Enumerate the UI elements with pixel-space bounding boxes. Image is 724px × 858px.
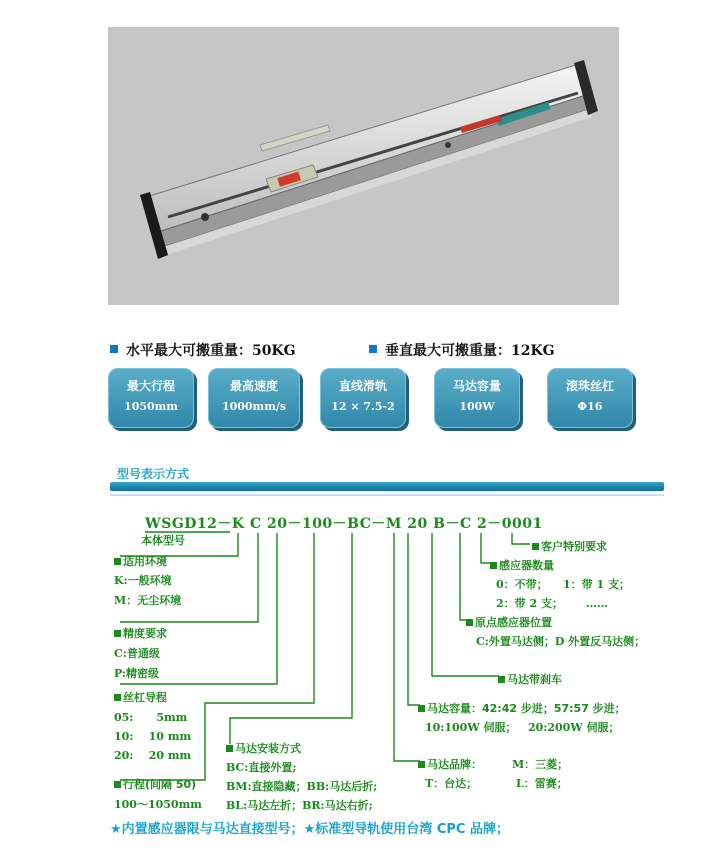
stroke-title [114, 776, 196, 792]
square-bullet-icon [114, 781, 121, 788]
lead-title [114, 689, 167, 705]
lead-option-1: 05: 5mm [114, 711, 188, 724]
mount-option-1: BC:直接外置; [226, 761, 297, 774]
env-option-1: K:一般环境 [114, 574, 172, 587]
model-code: WSGD12－K C 20－100－BC－M 20 B－C 2－0001 [145, 516, 543, 532]
square-bullet-icon [498, 676, 505, 683]
brand-option-3: L：雷赛； [516, 777, 568, 790]
sensor-title [490, 557, 554, 573]
spec-title: 直线滑轨 [338, 379, 387, 393]
sensor-option-1: 0：不带； 1：带 1 支； [496, 578, 630, 591]
spec-value: 12 × 7.5-2 [331, 400, 395, 413]
brake-title-text: 马达带刹车 [507, 673, 562, 686]
sensor-title-text: 感应器数量 [499, 559, 554, 572]
square-bullet-icon [532, 543, 539, 550]
footer-note: ★内置感应器限与马达直接型号；★标准型导轨使用台湾 CPC 品牌； [110, 822, 509, 837]
mount-title-text: 马达安装方式 [235, 742, 301, 755]
stroke-title-text: 行程(间隔 50) [123, 778, 197, 791]
capacity-title [418, 700, 626, 716]
square-bullet-icon [466, 619, 473, 626]
spec-value: 1000mm/s [221, 400, 287, 413]
brand-option-2: T：台达； [425, 777, 478, 790]
sensor-option-2: 2：带 2 支； …… [496, 597, 608, 610]
lead-title-text: 丝杠导程 [123, 691, 167, 704]
origin-option-1: C:外置马达侧；D 外置反马达侧； [476, 635, 646, 648]
horizontal-load-value: 50KG [252, 343, 296, 359]
mount-option-2: BM:直接隐藏；BB:马达后折; [226, 780, 378, 793]
spec-title: 最大行程 [126, 379, 175, 393]
mount-option-3: BL:马达左折；BR:马达右折; [226, 799, 373, 812]
square-bullet-icon [114, 558, 121, 565]
square-bullet-icon [226, 745, 233, 752]
capacity-title-text: 马达容量：42:42 步进；57:57 步进； [427, 702, 626, 715]
body-type-label: 本体型号 [141, 534, 185, 547]
square-bullet-icon [114, 694, 121, 701]
spec-title: 马达容量 [452, 379, 501, 393]
env-title-text: 适用环境 [123, 555, 167, 568]
custom-title-text: 客户特别要求 [541, 540, 607, 553]
lead-option-3: 20: 20 mm [114, 749, 192, 762]
custom-title [532, 538, 607, 554]
square-bullet-icon [418, 761, 425, 768]
precision-title [114, 625, 167, 641]
section-title: 型号表示方式 [117, 467, 190, 481]
lead-option-2: 10: 10 mm [114, 730, 192, 743]
capacity-option-2: 10:100W 伺服； 20:200W 伺服； [425, 721, 620, 734]
stroke-range: 100～1050mm [114, 798, 202, 811]
square-bullet-icon [490, 562, 497, 569]
horizontal-load-label: 水平最大可搬重量： [126, 343, 252, 359]
env-title [114, 553, 167, 569]
origin-title [466, 614, 552, 630]
vertical-load-value: 12KG [511, 343, 555, 359]
spec-title: 最高速度 [229, 379, 278, 393]
brake-title [498, 671, 562, 687]
precision-option-2: P:精密级 [114, 667, 159, 680]
mount-title [226, 740, 301, 756]
brand-title [418, 756, 482, 772]
spec-value: 1050mm [124, 400, 178, 413]
origin-title-text: 原点感应器位置 [475, 616, 552, 629]
square-bullet-icon [114, 630, 121, 637]
brand-option-1: M：三菱； [512, 758, 569, 771]
spec-value: 100W [459, 400, 495, 413]
env-option-2: M：无尘环境 [114, 594, 182, 607]
precision-title-text: 精度要求 [123, 627, 167, 640]
spec-value: Φ16 [577, 400, 603, 413]
precision-option-1: C:普通级 [114, 647, 160, 660]
vertical-load-label: 垂直最大可搬重量： [385, 343, 511, 359]
spec-title: 滚珠丝杠 [565, 379, 614, 393]
square-bullet-icon [418, 705, 425, 712]
brand-title-text: 马达品牌： [427, 758, 482, 771]
